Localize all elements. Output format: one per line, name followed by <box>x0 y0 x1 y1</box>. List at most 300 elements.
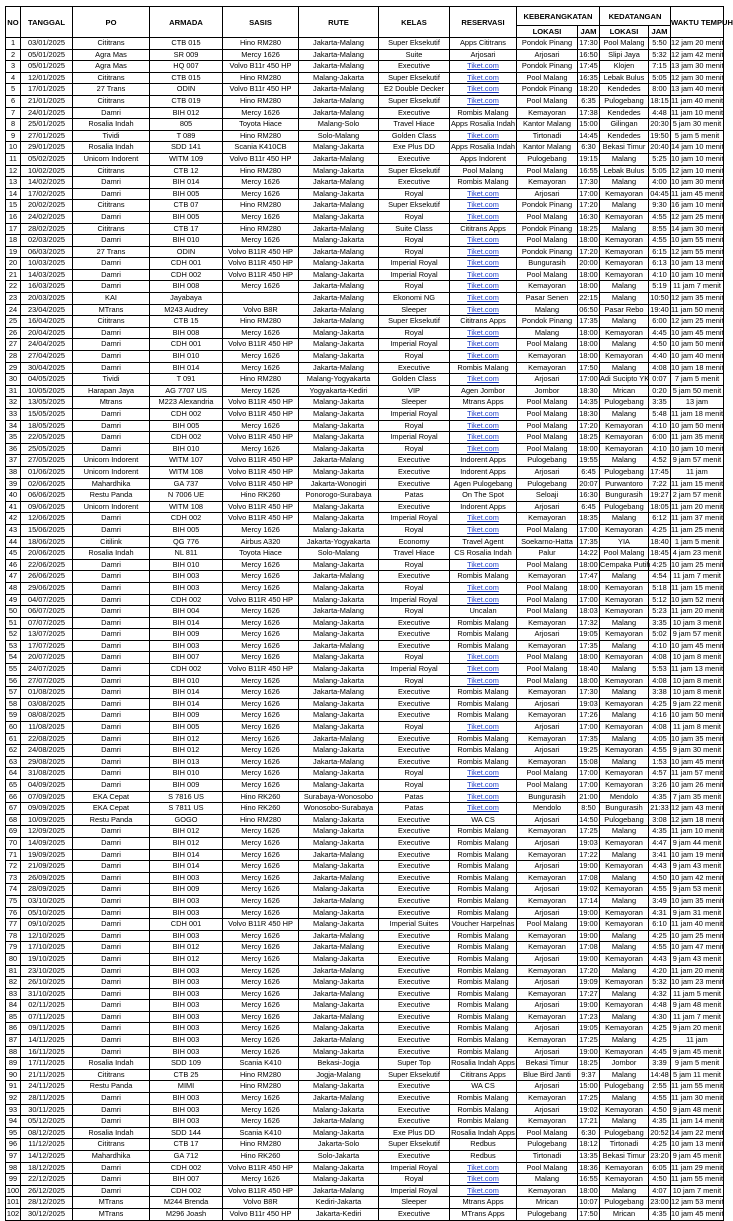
cell-rute[interactable]: Malang-Jakarta <box>299 269 379 281</box>
cell-lokasi-datang[interactable]: Malang <box>600 1185 649 1197</box>
cell-lokasi-berangkat[interactable]: Pool Malang <box>517 269 578 281</box>
cell-kelas[interactable]: Economy <box>379 536 450 548</box>
cell-lokasi-datang[interactable]: Cempaka Putih <box>600 559 649 571</box>
cell-kelas[interactable]: Ekonomi NG <box>379 293 450 305</box>
cell-sasis[interactable]: Hino RK260 <box>223 490 299 502</box>
cell-sasis[interactable]: Mercy 1626 <box>223 1000 299 1012</box>
cell-jam-berangkat[interactable]: 9:37 <box>578 1069 600 1081</box>
cell-tanggal[interactable]: 30/12/2025 <box>21 1208 73 1220</box>
cell-lokasi-datang[interactable]: Malang <box>600 930 649 942</box>
cell-rute[interactable]: Jakarta-Malang <box>299 304 379 316</box>
cell-sasis[interactable]: Mercy 1626 <box>223 780 299 792</box>
cell-kelas[interactable]: Executive <box>379 907 450 919</box>
cell-no[interactable]: 81 <box>6 965 21 977</box>
cell-no[interactable]: 74 <box>6 884 21 896</box>
cell-armada[interactable]: BIH 005 <box>150 211 223 223</box>
cell-sasis[interactable]: Hino RM280 <box>223 1081 299 1093</box>
cell-kelas[interactable]: Suite <box>379 49 450 61</box>
cell-rute[interactable]: Jakarta-Malang <box>299 281 379 293</box>
cell-jam-datang[interactable]: 7:22 <box>649 478 671 490</box>
cell-waktu-tempuh[interactable]: 9 jam 44 menit <box>671 837 724 849</box>
cell-sasis[interactable]: Mercy 1626 <box>223 177 299 189</box>
cell-lokasi-berangkat[interactable]: Arjosari <box>517 629 578 641</box>
cell-kelas[interactable]: Executive <box>379 884 450 896</box>
header-waktu-tempuh[interactable]: WAKTU TEMPUH <box>671 7 724 38</box>
cell-kelas[interactable]: Royal <box>379 246 450 258</box>
cell-armada[interactable]: BIH 003 <box>150 1000 223 1012</box>
cell-reservasi[interactable]: Tiket.com <box>450 235 517 247</box>
cell-sasis[interactable]: Mercy 1626 <box>223 710 299 722</box>
cell-lokasi-datang[interactable]: Kemayoran <box>600 1000 649 1012</box>
cell-sasis[interactable]: Volvo B11r 450 HP <box>223 84 299 96</box>
cell-rute[interactable]: Malang-Jakarta <box>299 919 379 931</box>
cell-armada[interactable]: HQ 007 <box>150 61 223 73</box>
cell-jam-berangkat[interactable]: 17:00 <box>578 524 600 536</box>
cell-no[interactable]: 97 <box>6 1151 21 1163</box>
cell-rute[interactable]: Jakarta-Malang <box>299 455 379 467</box>
cell-sasis[interactable]: Volvo B11r 450 HP <box>223 61 299 73</box>
cell-reservasi[interactable]: Rombis Malang <box>450 1011 517 1023</box>
cell-armada[interactable]: BIH 003 <box>150 582 223 594</box>
cell-tanggal[interactable]: 26/10/2025 <box>21 977 73 989</box>
cell-sasis[interactable]: Mercy 1626 <box>223 756 299 768</box>
cell-rute[interactable]: Wonosobo-Surabaya <box>299 803 379 815</box>
cell-sasis[interactable]: Mercy 1626 <box>223 652 299 664</box>
cell-waktu-tempuh[interactable]: 5 jam 50 menit <box>671 385 724 397</box>
cell-jam-berangkat[interactable]: 8:50 <box>578 803 600 815</box>
cell-jam-datang[interactable]: 4:35 <box>649 1116 671 1128</box>
cell-jam-datang[interactable]: 4:57 <box>649 768 671 780</box>
cell-sasis[interactable]: Mercy 1626 <box>223 235 299 247</box>
cell-armada[interactable]: BIH 014 <box>150 687 223 699</box>
cell-no[interactable]: 21 <box>6 269 21 281</box>
cell-lokasi-datang[interactable]: Pulogebang <box>600 397 649 409</box>
cell-kelas[interactable]: Executive <box>379 953 450 965</box>
cell-armada[interactable]: GOGO <box>150 814 223 826</box>
cell-jam-datang[interactable]: 4:48 <box>649 107 671 119</box>
cell-po[interactable]: Cititrans <box>73 200 150 212</box>
cell-jam-datang[interactable]: 6:12 <box>649 513 671 525</box>
cell-lokasi-berangkat[interactable]: Kemayoran <box>517 687 578 699</box>
cell-waktu-tempuh[interactable]: 10 jam 13 menit <box>671 1139 724 1151</box>
cell-kelas[interactable]: Royal <box>379 351 450 363</box>
cell-armada[interactable]: CTB 25 <box>150 1069 223 1081</box>
cell-armada[interactable]: CDH 002 <box>150 1185 223 1197</box>
cell-jam-berangkat[interactable]: 17:30 <box>578 38 600 50</box>
cell-tanggal[interactable]: 20/07/2025 <box>21 652 73 664</box>
cell-tanggal[interactable]: 15/05/2025 <box>21 409 73 421</box>
cell-jam-berangkat[interactable]: 16:55 <box>578 165 600 177</box>
cell-lokasi-datang[interactable]: Kemayoran <box>600 675 649 687</box>
cell-sasis[interactable]: Mercy 1626 <box>223 1011 299 1023</box>
cell-sasis[interactable]: Mercy 1626 <box>223 559 299 571</box>
cell-tanggal[interactable]: 30/04/2025 <box>21 362 73 374</box>
cell-lokasi-berangkat[interactable]: Arjosari <box>517 1023 578 1035</box>
cell-tanggal[interactable]: 09/06/2025 <box>21 501 73 513</box>
cell-waktu-tempuh[interactable]: 10 jam 23 menit <box>671 977 724 989</box>
cell-kelas[interactable]: Imperial Royal <box>379 269 450 281</box>
cell-po[interactable]: Damri <box>73 977 150 989</box>
cell-armada[interactable]: CTB 015 <box>150 72 223 84</box>
cell-lokasi-datang[interactable]: Kemayoran <box>600 953 649 965</box>
cell-sasis[interactable]: Volvo B11R 450 HP <box>223 1185 299 1197</box>
cell-jam-datang[interactable]: 4:55 <box>649 235 671 247</box>
cell-po[interactable]: Agra Mas <box>73 49 150 61</box>
cell-reservasi[interactable]: Rombis Malang <box>450 177 517 189</box>
cell-waktu-tempuh[interactable]: 10 jam 3 menit <box>671 617 724 629</box>
cell-reservasi[interactable]: Tiket.com <box>450 188 517 200</box>
cell-kelas[interactable]: Executive <box>379 942 450 954</box>
cell-armada[interactable]: BIH 009 <box>150 629 223 641</box>
cell-reservasi[interactable]: Tiket.com <box>450 594 517 606</box>
cell-armada[interactable]: BIH 003 <box>150 930 223 942</box>
cell-waktu-tempuh[interactable]: 10 jam 18 menit <box>671 362 724 374</box>
cell-waktu-tempuh[interactable]: 12 jam 42 menit <box>671 49 724 61</box>
cell-tanggal[interactable]: 10/03/2025 <box>21 258 73 270</box>
cell-no[interactable]: 4 <box>6 72 21 84</box>
cell-sasis[interactable]: Hino RM280 <box>223 38 299 50</box>
cell-jam-berangkat[interactable]: 17:35 <box>578 536 600 548</box>
cell-jam-berangkat[interactable]: 19:02 <box>578 1104 600 1116</box>
cell-tanggal[interactable]: 13/07/2025 <box>21 629 73 641</box>
cell-armada[interactable]: M223 Alexandria <box>150 397 223 409</box>
cell-waktu-tempuh[interactable]: 9 jam 22 menit <box>671 698 724 710</box>
cell-rute[interactable]: Jogja-Malang <box>299 1069 379 1081</box>
cell-tanggal[interactable]: 22/05/2025 <box>21 432 73 444</box>
cell-reservasi[interactable]: Redbus <box>450 1151 517 1163</box>
cell-jam-berangkat[interactable]: 16:50 <box>578 49 600 61</box>
cell-po[interactable]: Damri <box>73 675 150 687</box>
cell-po[interactable]: Rosalia Indah <box>73 548 150 560</box>
cell-sasis[interactable]: Volvo B11R 450 HP <box>223 501 299 513</box>
cell-waktu-tempuh[interactable]: 11 jam 5 menit <box>671 988 724 1000</box>
cell-jam-datang[interactable]: 5:53 <box>649 664 671 676</box>
cell-lokasi-berangkat[interactable]: Tirtonadi <box>517 1151 578 1163</box>
cell-rute[interactable]: Malang-Jakarta <box>299 559 379 571</box>
cell-jam-datang[interactable]: 4:25 <box>649 1023 671 1035</box>
cell-sasis[interactable]: Mercy 1626 <box>223 420 299 432</box>
cell-jam-datang[interactable]: 19:27 <box>649 490 671 502</box>
cell-tanggal[interactable]: 14/09/2025 <box>21 837 73 849</box>
cell-no[interactable]: 32 <box>6 397 21 409</box>
cell-tanggal[interactable]: 03/08/2025 <box>21 698 73 710</box>
cell-rute[interactable]: Jakarta-Kediri <box>299 1208 379 1220</box>
cell-no[interactable]: 80 <box>6 953 21 965</box>
cell-po[interactable]: Damri <box>73 513 150 525</box>
cell-reservasi[interactable]: Rombis Malang <box>450 698 517 710</box>
cell-reservasi[interactable]: Tiket.com <box>450 780 517 792</box>
cell-lokasi-berangkat[interactable]: Arjosari <box>517 953 578 965</box>
cell-po[interactable]: Damri <box>73 188 150 200</box>
cell-jam-berangkat[interactable]: 19:05 <box>578 629 600 641</box>
cell-armada[interactable]: CDH 002 <box>150 409 223 421</box>
cell-kelas[interactable]: Royal <box>379 582 450 594</box>
cell-rute[interactable]: Jakarta-Malang <box>299 362 379 374</box>
cell-po[interactable]: Mahardhika <box>73 478 150 490</box>
cell-sasis[interactable]: Mercy 1626 <box>223 768 299 780</box>
cell-kelas[interactable]: Executive <box>379 640 450 652</box>
cell-no[interactable]: 85 <box>6 1011 21 1023</box>
cell-reservasi[interactable]: Tiket.com <box>450 327 517 339</box>
cell-waktu-tempuh[interactable]: 11 jam 45 menit <box>671 188 724 200</box>
cell-no[interactable]: 99 <box>6 1174 21 1186</box>
cell-tanggal[interactable]: 25/01/2025 <box>21 119 73 131</box>
cell-tanggal[interactable]: 05/10/2025 <box>21 907 73 919</box>
cell-sasis[interactable]: Volvo B11R 450 HP <box>223 478 299 490</box>
cell-po[interactable]: Damri <box>73 351 150 363</box>
cell-tanggal[interactable]: 17/11/2025 <box>21 1058 73 1070</box>
cell-jam-datang[interactable]: 4:54 <box>649 571 671 583</box>
cell-reservasi[interactable]: Rombis Malang <box>450 942 517 954</box>
cell-kelas[interactable]: Executive <box>379 733 450 745</box>
cell-jam-datang[interactable]: 3:38 <box>649 687 671 699</box>
cell-jam-berangkat[interactable]: 10:07 <box>578 1197 600 1209</box>
cell-lokasi-berangkat[interactable]: Malang <box>517 304 578 316</box>
cell-po[interactable]: Rosalia Indah <box>73 1127 150 1139</box>
cell-kelas[interactable]: Exe Plus DD <box>379 1127 450 1139</box>
cell-sasis[interactable]: Mercy 1626 <box>223 571 299 583</box>
cell-po[interactable]: Damri <box>73 617 150 629</box>
cell-rute[interactable]: Jakarta-Malang <box>299 1011 379 1023</box>
cell-armada[interactable]: WITM 108 <box>150 501 223 513</box>
cell-sasis[interactable]: Mercy 1626 <box>223 884 299 896</box>
cell-po[interactable]: Damri <box>73 1116 150 1128</box>
cell-kelas[interactable]: Royal <box>379 524 450 536</box>
cell-jam-datang[interactable]: 3:35 <box>649 617 671 629</box>
cell-jam-datang[interactable]: 4:25 <box>649 698 671 710</box>
cell-sasis[interactable]: Mercy 1626 <box>223 1174 299 1186</box>
cell-sasis[interactable]: Mercy 1626 <box>223 617 299 629</box>
cell-sasis[interactable]: Mercy 1626 <box>223 930 299 942</box>
cell-waktu-tempuh[interactable]: 14 jam 22 menit <box>671 1127 724 1139</box>
cell-no[interactable]: 90 <box>6 1069 21 1081</box>
cell-po[interactable]: Damri <box>73 895 150 907</box>
cell-jam-berangkat[interactable]: 17:50 <box>578 362 600 374</box>
cell-lokasi-datang[interactable]: Kemayoran <box>600 582 649 594</box>
cell-rute[interactable]: Malang-Jakarta <box>299 420 379 432</box>
cell-rute[interactable]: Jakarta-Malang <box>299 1116 379 1128</box>
cell-jam-datang[interactable]: 4:25 <box>649 1139 671 1151</box>
cell-sasis[interactable]: Volvo B11R 450 HP <box>223 339 299 351</box>
cell-jam-berangkat[interactable]: 17:14 <box>578 895 600 907</box>
cell-waktu-tempuh[interactable]: 11 jam 15 menit <box>671 478 724 490</box>
cell-armada[interactable]: CTB 17 <box>150 1139 223 1151</box>
cell-sasis[interactable]: Mercy 1626 <box>223 351 299 363</box>
cell-no[interactable]: 87 <box>6 1035 21 1047</box>
header-sasis[interactable]: SASIS <box>223 7 299 38</box>
cell-po[interactable]: Damri <box>73 432 150 444</box>
cell-waktu-tempuh[interactable]: 10 jam 8 menit <box>671 687 724 699</box>
cell-jam-datang[interactable]: 18:45 <box>649 548 671 560</box>
cell-lokasi-datang[interactable]: Bungurasih <box>600 803 649 815</box>
cell-sasis[interactable]: Volvo B11R 450 HP <box>223 269 299 281</box>
cell-lokasi-datang[interactable]: Kemayoran <box>600 745 649 757</box>
cell-jam-datang[interactable]: 5:32 <box>649 977 671 989</box>
cell-tanggal[interactable]: 09/10/2025 <box>21 919 73 931</box>
cell-no[interactable]: 26 <box>6 327 21 339</box>
cell-waktu-tempuh[interactable]: 12 jam 53 menit <box>671 1197 724 1209</box>
cell-no[interactable]: 20 <box>6 258 21 270</box>
cell-sasis[interactable]: Mercy 1626 <box>223 745 299 757</box>
cell-jam-datang[interactable]: 4:50 <box>649 1174 671 1186</box>
cell-waktu-tempuh[interactable]: 12 jam 43 menit <box>671 803 724 815</box>
cell-armada[interactable]: SR 009 <box>150 49 223 61</box>
cell-lokasi-datang[interactable]: Pasar Rebo <box>600 304 649 316</box>
cell-jam-datang[interactable]: 0:20 <box>649 385 671 397</box>
cell-kelas[interactable]: Executive <box>379 930 450 942</box>
cell-tanggal[interactable]: 21/01/2025 <box>21 95 73 107</box>
cell-jam-berangkat[interactable]: 6:45 <box>578 466 600 478</box>
cell-lokasi-datang[interactable]: Malang <box>600 409 649 421</box>
cell-reservasi[interactable]: Voucher Harpelnas <box>450 919 517 931</box>
cell-lokasi-datang[interactable]: Malang <box>600 281 649 293</box>
cell-reservasi[interactable]: Tiket.com <box>450 293 517 305</box>
cell-tanggal[interactable]: 27/07/2025 <box>21 675 73 687</box>
cell-po[interactable]: Damri <box>73 826 150 838</box>
cell-lokasi-datang[interactable]: Bungurasih <box>600 490 649 502</box>
cell-waktu-tempuh[interactable]: 14 jam 30 menit <box>671 223 724 235</box>
cell-no[interactable]: 17 <box>6 223 21 235</box>
cell-rute[interactable]: Jakarta-Yogyakarta <box>299 536 379 548</box>
cell-jam-datang[interactable]: 4:55 <box>649 1093 671 1105</box>
cell-jam-berangkat[interactable]: 18:00 <box>578 327 600 339</box>
cell-jam-datang[interactable]: 4:08 <box>649 362 671 374</box>
cell-jam-berangkat[interactable]: 6:30 <box>578 1127 600 1139</box>
cell-rute[interactable]: Malang-Jakarta <box>299 432 379 444</box>
cell-lokasi-berangkat[interactable]: Pool Malang <box>517 675 578 687</box>
cell-jam-datang[interactable]: 8:00 <box>649 84 671 96</box>
cell-lokasi-berangkat[interactable]: Mrican <box>517 1197 578 1209</box>
cell-sasis[interactable]: Mercy 1626 <box>223 582 299 594</box>
cell-rute[interactable]: Solo-Malang <box>299 548 379 560</box>
cell-tanggal[interactable]: 29/01/2025 <box>21 142 73 154</box>
cell-jam-datang[interactable]: 17:45 <box>649 466 671 478</box>
cell-rute[interactable]: Jakarta-Wonogiri <box>299 478 379 490</box>
cell-lokasi-berangkat[interactable]: Pool Malang <box>517 780 578 792</box>
cell-po[interactable]: Damri <box>73 327 150 339</box>
cell-lokasi-datang[interactable]: Malang <box>600 1011 649 1023</box>
cell-tanggal[interactable]: 22/08/2025 <box>21 733 73 745</box>
cell-sasis[interactable]: Mercy 1626 <box>223 675 299 687</box>
cell-jam-berangkat[interactable]: 14:45 <box>578 130 600 142</box>
cell-jam-datang[interactable]: 5:12 <box>649 594 671 606</box>
cell-no[interactable]: 12 <box>6 165 21 177</box>
cell-lokasi-berangkat[interactable]: Kemayoran <box>517 617 578 629</box>
cell-kelas[interactable]: Royal <box>379 722 450 734</box>
cell-tanggal[interactable]: 04/05/2025 <box>21 374 73 386</box>
cell-lokasi-berangkat[interactable]: Pulogebang <box>517 478 578 490</box>
cell-lokasi-berangkat[interactable]: Bungurasih <box>517 791 578 803</box>
cell-sasis[interactable]: Mercy 1626 <box>223 1116 299 1128</box>
cell-armada[interactable]: BIH 005 <box>150 420 223 432</box>
cell-po[interactable]: Damri <box>73 919 150 931</box>
cell-lokasi-datang[interactable]: Pulogebang <box>600 95 649 107</box>
cell-lokasi-berangkat[interactable]: Pasar Senen <box>517 293 578 305</box>
cell-kelas[interactable]: E2 Double Decker <box>379 84 450 96</box>
cell-lokasi-datang[interactable]: Malang <box>600 942 649 954</box>
cell-kelas[interactable]: Executive <box>379 629 450 641</box>
cell-armada[interactable]: BIH 013 <box>150 756 223 768</box>
cell-no[interactable]: 24 <box>6 304 21 316</box>
cell-sasis[interactable]: Volvo B11R 450 HP <box>223 466 299 478</box>
cell-rute[interactable]: Malang-Jakarta <box>299 780 379 792</box>
cell-rute[interactable]: Jakarta-Malang <box>299 756 379 768</box>
cell-reservasi[interactable]: Pool Malang <box>450 165 517 177</box>
cell-tanggal[interactable]: 29/06/2025 <box>21 582 73 594</box>
cell-kelas[interactable]: Executive <box>379 1011 450 1023</box>
cell-tanggal[interactable]: 17/01/2025 <box>21 84 73 96</box>
cell-armada[interactable]: M296 Joash <box>150 1208 223 1220</box>
cell-kelas[interactable]: Executive <box>379 455 450 467</box>
cell-jam-datang[interactable]: 3:08 <box>649 814 671 826</box>
cell-kelas[interactable]: Super Eksekutif <box>379 316 450 328</box>
cell-reservasi[interactable]: Tiket.com <box>450 339 517 351</box>
cell-tanggal[interactable]: 18/05/2025 <box>21 420 73 432</box>
cell-armada[interactable]: BIH 009 <box>150 780 223 792</box>
cell-reservasi[interactable]: Tiket.com <box>450 409 517 421</box>
cell-armada[interactable]: CTB 17 <box>150 223 223 235</box>
cell-rute[interactable]: Malang-Jakarta <box>299 664 379 676</box>
cell-lokasi-berangkat[interactable]: Malang <box>517 327 578 339</box>
cell-rute[interactable]: Jakarta-Malang <box>299 1093 379 1105</box>
cell-lokasi-berangkat[interactable]: Pondok Pinang <box>517 84 578 96</box>
cell-rute[interactable]: Malang-Jakarta <box>299 188 379 200</box>
cell-po[interactable]: Damri <box>73 1011 150 1023</box>
cell-lokasi-datang[interactable]: Malang <box>600 177 649 189</box>
cell-armada[interactable]: BIH 003 <box>150 1093 223 1105</box>
cell-reservasi[interactable]: Indorent Apps <box>450 466 517 478</box>
cell-rute[interactable]: Malang-Jakarta <box>299 165 379 177</box>
cell-reservasi[interactable]: On The Spot <box>450 490 517 502</box>
cell-jam-berangkat[interactable]: 19:02 <box>578 884 600 896</box>
cell-waktu-tempuh[interactable]: 9 jam 30 menit <box>671 745 724 757</box>
cell-rute[interactable]: Malang-Jakarta <box>299 629 379 641</box>
cell-lokasi-datang[interactable]: Kemayoran <box>600 652 649 664</box>
cell-lokasi-datang[interactable]: Kemayoran <box>600 861 649 873</box>
cell-lokasi-datang[interactable]: Bekasi Timur <box>600 142 649 154</box>
cell-kelas[interactable]: Executive <box>379 895 450 907</box>
cell-no[interactable]: 5 <box>6 84 21 96</box>
cell-lokasi-datang[interactable]: Malang <box>600 316 649 328</box>
cell-waktu-tempuh[interactable]: 10 jam 8 menit <box>671 675 724 687</box>
cell-kelas[interactable]: Executive <box>379 698 450 710</box>
cell-sasis[interactable]: Mercy 1626 <box>223 722 299 734</box>
cell-jam-datang[interactable]: 20:30 <box>649 119 671 131</box>
cell-lokasi-datang[interactable]: Mrican <box>600 1208 649 1220</box>
cell-reservasi[interactable]: Agen Pulogebang <box>450 478 517 490</box>
cell-lokasi-berangkat[interactable]: Tirtonadi <box>517 130 578 142</box>
cell-po[interactable]: Unicorn Indorent <box>73 153 150 165</box>
cell-reservasi[interactable]: Rombis Malang <box>450 977 517 989</box>
cell-no[interactable]: 60 <box>6 722 21 734</box>
cell-rute[interactable]: Jakarta-Malang <box>299 84 379 96</box>
cell-waktu-tempuh[interactable]: 10 jam 19 menit <box>671 849 724 861</box>
cell-reservasi[interactable]: Apps Cititrans <box>450 38 517 50</box>
cell-no[interactable]: 6 <box>6 95 21 107</box>
cell-kelas[interactable]: Executive <box>379 1081 450 1093</box>
cell-po[interactable]: Cititrans <box>73 95 150 107</box>
cell-armada[interactable]: BIH 010 <box>150 443 223 455</box>
cell-rute[interactable]: Malang-Jakarta <box>299 397 379 409</box>
cell-reservasi[interactable]: Rombis Malang <box>450 362 517 374</box>
cell-po[interactable]: Cititrans <box>73 165 150 177</box>
cell-lokasi-datang[interactable]: Malang <box>600 872 649 884</box>
cell-rute[interactable]: Jakarta-Malang <box>299 849 379 861</box>
cell-po[interactable]: Cititrans <box>73 223 150 235</box>
cell-reservasi[interactable]: Tiket.com <box>450 664 517 676</box>
cell-waktu-tempuh[interactable]: 10 jam 8 menit <box>671 652 724 664</box>
cell-armada[interactable]: T 089 <box>150 130 223 142</box>
